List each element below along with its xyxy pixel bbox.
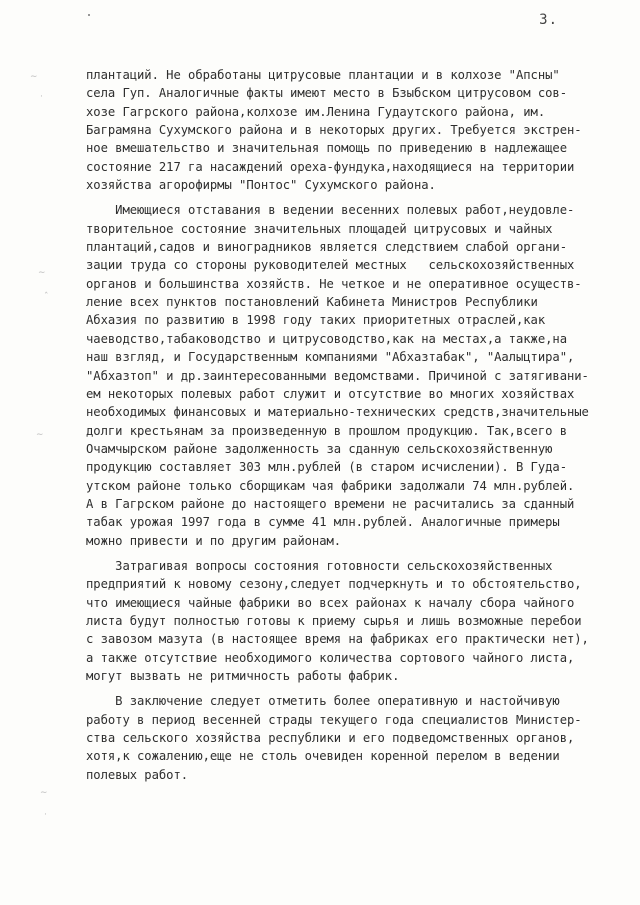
text-line: села Гуп. Аналогичные факты имеют место в Бзыбском цитрусовом сов-	[86, 86, 567, 101]
text-line: Баграмяна Сухумского района и в некоторых других. Требуется экстрен-	[86, 123, 582, 138]
text-line: В заключение следует отметить более оперативную и настойчивую	[86, 694, 560, 709]
text-line: а также отсутствие необходимого количества сортового чайного листа,	[86, 650, 575, 665]
margin-mark: ˆ	[44, 292, 49, 302]
text-line: долги крестьянам за произведенную в прошлом продукцию. Так,всего в	[86, 423, 567, 438]
text-line: хотя,к сожалению,еще не столь очевиден коренной перелом в ведении	[86, 749, 560, 764]
document-body	[86, 66, 616, 784]
margin-mark: ∼	[36, 430, 44, 440]
paragraph	[86, 557, 616, 685]
page-number: 3.	[539, 12, 558, 28]
text-line: что имеющиеся чайные фабрики во всех районах к началу сбора чайного	[86, 595, 575, 610]
text-line: полевых работ.	[86, 767, 189, 782]
text-line: А в Гагрском районе до настоящего времени не расчитались за сданный	[86, 496, 575, 511]
text-line: органов и большинства хозяйств. Не четкое и не оперативное осуществ-	[86, 276, 582, 291]
text-line: продукцию составляет 303 млн.рублей (в старом исчислении). В Гуда-	[86, 460, 567, 475]
text-line: хозяйства агорофирмы "Понтос" Сухумского района.	[86, 178, 436, 193]
text-line: "Абхазтоп" и др.заинтересованными ведомствами. Причиной с затягивани-	[86, 368, 589, 383]
text-line: Абхазия по развитию в 1998 году таких приоритетных отраслей,как	[86, 313, 546, 328]
text-line: могут вызвать не ритмичность работы фабрик.	[86, 669, 400, 683]
text-line: Затрагивая вопросы состояния готовности сельскохозяйственных	[86, 558, 553, 573]
margin-mark: ‧	[44, 810, 47, 820]
text-line: хозе Гагрского района,колхозе им.Ленина Гудаутского района, им.	[86, 104, 546, 119]
text-line: ление всех пунктов постановлений Кабинета Министров Республики	[86, 295, 538, 310]
text-line: необходимых финансовых и материально-технических средств,значительные	[86, 405, 589, 420]
paragraph-gap	[86, 550, 616, 557]
text-line: листа будут полностью готовы к приему сырья и лишь возможные перебои	[86, 613, 582, 628]
text-line: с завозом мазута (в настоящее время на фабриках его практически нет),	[86, 632, 589, 647]
text-line: состояние 217 га насаждений ореха-фундука,находящиеся на территории	[86, 159, 575, 174]
text-line: творительное состояние значительных площадей цитрусовых и чайных	[86, 221, 553, 236]
text-line: Имеющиеся отставания в ведении весенних полевых работ,неудовле-	[86, 203, 575, 218]
text-line: ное вмешательство и значительная помощь по приведению в надлежащее	[86, 141, 567, 156]
text-line: Очамчырском районе задолженность за сданную сельскохозяйственную	[86, 441, 553, 456]
paragraph	[86, 66, 616, 194]
margin-mark: ∼	[40, 788, 48, 798]
margin-mark: ∼	[38, 268, 46, 278]
text-line: ем некоторых полевых работ служит и отсутствие во многих хозяйствах	[86, 386, 575, 401]
text-line: зации труда со стороны руководителей местных сельскохозяйственных	[86, 258, 575, 273]
text-line: предприятий к новому сезону,следует подчеркнуть и то обстоятельство,	[86, 577, 582, 592]
text-line: утском районе только сборщикам чая фабрики задолжали 74 млн.рублей.	[86, 478, 575, 493]
margin-mark: ‧	[40, 92, 43, 102]
text-line: плантаций. Не обработаны цитрусовые плантации и в колхозе "Апсны"	[86, 68, 560, 82]
text-line: наш взгляд, и Государственным компаниями "Абхазтабак", "Аалыцтира",	[86, 350, 575, 365]
paragraph	[86, 692, 616, 784]
paragraph-gap	[86, 685, 616, 692]
text-line: ства сельского хозяйства республики и его подведомственных органов,	[86, 731, 575, 746]
margin-mark: ∼	[30, 72, 38, 82]
text-line: чаеводство,табаководство и цитрусоводство,как на местах,а также,на	[86, 331, 567, 346]
text-line: табак урожая 1997 года в сумме 41 млн.рублей. Аналогичные примеры	[86, 515, 560, 530]
scan-speck	[88, 14, 90, 16]
text-line: можно привести и по другим районам.	[86, 533, 342, 548]
text-line: работу в период весенней страды текущего года специалистов Министер-	[86, 712, 582, 727]
paragraph-gap	[86, 194, 616, 201]
paragraph	[86, 201, 616, 550]
text-line: плантаций,садов и виноградников является следствием слабой органи-	[86, 240, 567, 255]
